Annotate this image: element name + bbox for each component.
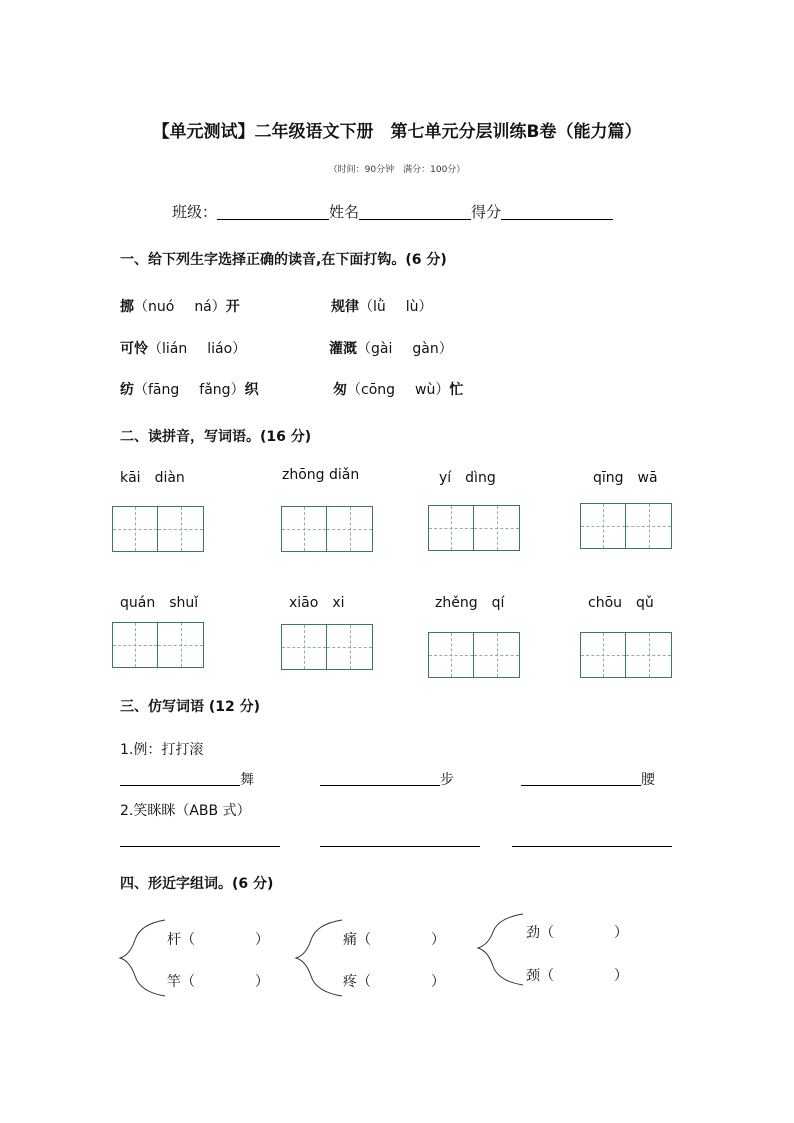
similar-char-item[interactable]: 疼（ ） [343, 974, 445, 990]
pinyin-option[interactable]: cōng [361, 382, 396, 398]
pinyin-option[interactable]: lù [405, 299, 419, 315]
pinyin-label: yí dìng [439, 470, 496, 486]
pinyin-option[interactable]: liáo [207, 341, 233, 357]
pinyin-option[interactable]: fāng [148, 382, 180, 398]
left-brace-icon [120, 920, 165, 996]
pinyin-choice-item[interactable]: 纺（fāng fǎng）织 [120, 382, 259, 398]
pinyin-label: zhōng diǎn [282, 467, 360, 483]
section1-heading: 一、给下列生字选择正确的读音,在下面打钩。(6 分) [120, 252, 447, 268]
score-label: 得分 [471, 203, 502, 221]
section2-heading: 二、读拼音，写词语。(16 分) [120, 429, 312, 445]
left-brace-icon [296, 920, 342, 996]
similar-char-item[interactable]: 颈（ ） [526, 968, 628, 984]
pinyin-option[interactable]: gàn [412, 341, 439, 357]
target-word: 步 [440, 772, 454, 788]
pinyin-label: kāi diàn [120, 470, 185, 486]
target-word: 腰 [641, 772, 655, 788]
pinyin-option[interactable]: fǎng [199, 382, 231, 398]
similar-char-item[interactable]: 劲（ ） [526, 925, 628, 941]
pinyin-choice-item[interactable]: 规律（lǜ lù） [331, 299, 433, 315]
pinyin-option[interactable]: nuó [148, 299, 175, 315]
pinyin-option[interactable]: lǜ [373, 299, 386, 315]
similar-char-item[interactable]: 痛（ ） [343, 932, 445, 948]
name-label: 姓名 [329, 203, 360, 221]
page-subtitle: （时间：90分钟 满分：100分） [328, 165, 466, 175]
page-title: 【单元测试】二年级语文下册 第七单元分层训练B卷（能力篇） [152, 122, 642, 142]
pinyin-label: chōu qǔ [588, 595, 654, 611]
question-2: 2.笑眯眯（ABB 式） [120, 803, 251, 819]
pinyin-label: xiāo xi [289, 595, 345, 611]
section4-heading: 四、形近字组词。(6 分) [120, 876, 274, 892]
class-label: 班级： [172, 203, 218, 221]
similar-char-item[interactable]: 杆（ ） [167, 932, 269, 948]
pinyin-option[interactable]: lián [162, 341, 188, 357]
pinyin-label: qīng wā [593, 470, 658, 486]
pinyin-option[interactable]: wù [415, 382, 436, 398]
target-word: 舞 [240, 772, 254, 788]
left-brace-icon [478, 914, 523, 985]
question-1: 1.例：打打滚 [120, 742, 204, 758]
pinyin-label: zhěng qí [435, 595, 505, 611]
pinyin-choice-item[interactable]: 可怜（lián liáo） [120, 341, 247, 357]
pinyin-choice-item[interactable]: 挪（nuó ná）开 [120, 299, 240, 315]
section3-heading: 三、仿写词语 (12 分) [120, 699, 261, 715]
pinyin-option[interactable]: ná [194, 299, 212, 315]
pinyin-label: quán shuǐ [120, 595, 199, 611]
similar-char-item[interactable]: 竿（ ） [167, 974, 269, 990]
pinyin-choice-item[interactable]: 匆（cōng wù）忙 [333, 382, 464, 398]
pinyin-choice-item[interactable]: 灌溉（gài gàn） [329, 341, 453, 357]
pinyin-option[interactable]: gài [371, 341, 393, 357]
